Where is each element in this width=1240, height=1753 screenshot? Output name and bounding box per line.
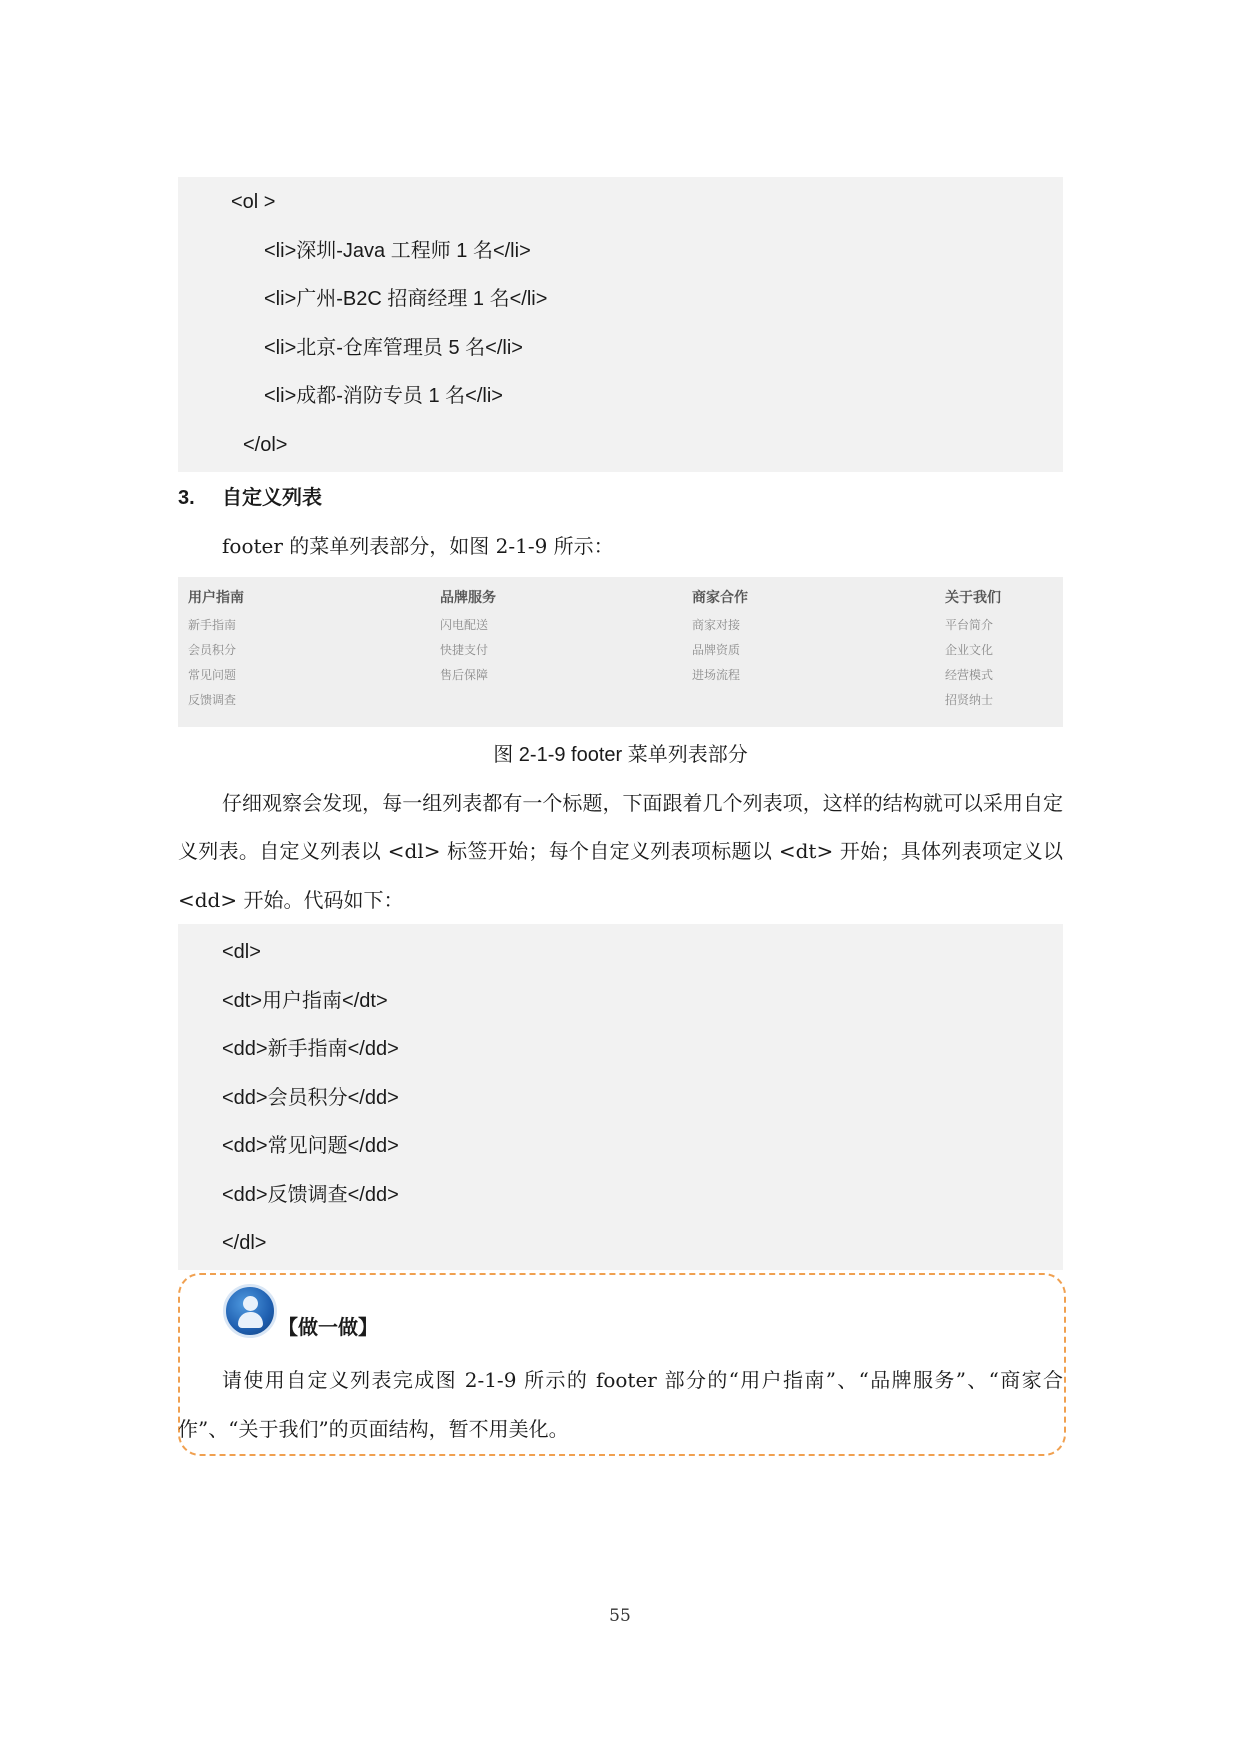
ol-code-line: <li>深圳-Java 工程师 1 名</li> bbox=[264, 239, 531, 262]
ol-code-block bbox=[178, 177, 1063, 472]
tip-text: 请使用自定义列表完成图 2-1-9 所示的 footer 部分的“用户指南”、“品牌服务”、“商家合作”、“关于我们”的页面结构，暂不用美化。 bbox=[178, 1368, 1063, 1441]
dl-code-line: <dd>会员积分</dd> bbox=[222, 1086, 399, 1109]
dl-code-line: <dd>新手指南</dd> bbox=[222, 1038, 399, 1060]
footer-column-item: 闪电配送 bbox=[440, 617, 489, 632]
dl-code-line: </dl> bbox=[222, 1232, 267, 1254]
footer-column-heading: 品牌服务 bbox=[440, 589, 496, 606]
ol-open-tag: <ol > bbox=[231, 191, 276, 213]
footer-menu-figure bbox=[178, 577, 1063, 727]
footer-column-heading: 商家合作 bbox=[692, 589, 748, 606]
dl-code-line: <dt>用户指南</dt> bbox=[222, 989, 388, 1012]
dl-code-line: <dl> bbox=[222, 941, 261, 963]
footer-column-item: 平台简介 bbox=[945, 617, 994, 632]
tip-title: 【做一做】 bbox=[278, 1315, 378, 1339]
footer-column-item: 商家对接 bbox=[692, 617, 741, 632]
student-avatar-icon bbox=[223, 1284, 277, 1338]
page-number: 55 bbox=[609, 1606, 631, 1626]
ol-code-line: <li>成都-消防专员 1 名</li> bbox=[264, 385, 503, 407]
ol-code-line: <li>广州-B2C 招商经理 1 名</li> bbox=[264, 288, 548, 310]
footer-column-item: 售后保障 bbox=[440, 667, 489, 682]
section-number: 3. bbox=[178, 487, 195, 509]
footer-column-item: 会员积分 bbox=[188, 642, 237, 657]
footer-column bbox=[440, 587, 640, 688]
dl-code-line: <dd>反馈调查</dd> bbox=[222, 1183, 399, 1206]
footer-column-heading: 关于我们 bbox=[945, 589, 1001, 606]
footer-column-item: 经营模式 bbox=[945, 667, 994, 682]
footer-column-item: 企业文化 bbox=[945, 642, 994, 657]
section-heading bbox=[178, 474, 1063, 522]
section-intro: footer 的菜单列表部分，如图 2-1-9 所示： bbox=[222, 534, 614, 558]
footer-column-item: 反馈调查 bbox=[188, 692, 237, 707]
footer-column-item: 招贤纳士 bbox=[945, 692, 994, 707]
footer-column-item: 快捷支付 bbox=[440, 642, 489, 657]
footer-column-item: 常见问题 bbox=[188, 667, 237, 682]
ol-code-line: <li>北京-仓库管理员 5 名</li> bbox=[264, 336, 523, 359]
footer-column-item: 进场流程 bbox=[692, 667, 741, 682]
ol-close-tag: </ol> bbox=[243, 433, 288, 456]
explanation-paragraph: 仔细观察会发现，每一组列表都有一个标题，下面跟着几个列表项，这样的结构就可以采用自定义列表。自定义列表以 <dl> 标签开始；每个自定义列表项标题以 <dt> 开始；具体列表项定义以 <dd> 开始。代码如下： bbox=[178, 790, 1063, 912]
footer-column-item: 品牌资质 bbox=[692, 642, 741, 657]
footer-column bbox=[945, 587, 1145, 713]
dl-code-line: <dd>常见问题</dd> bbox=[222, 1135, 399, 1157]
footer-column bbox=[692, 587, 892, 688]
footer-column bbox=[188, 587, 388, 713]
dl-code-block bbox=[178, 924, 1063, 1270]
footer-column-heading: 用户指南 bbox=[188, 589, 244, 606]
section-title: 自定义列表 bbox=[222, 487, 322, 509]
page-content bbox=[178, 177, 1063, 1270]
figure-caption: 图 2-1-9 footer 菜单列表部分 bbox=[493, 743, 748, 766]
footer-column-item: 新手指南 bbox=[188, 617, 237, 632]
